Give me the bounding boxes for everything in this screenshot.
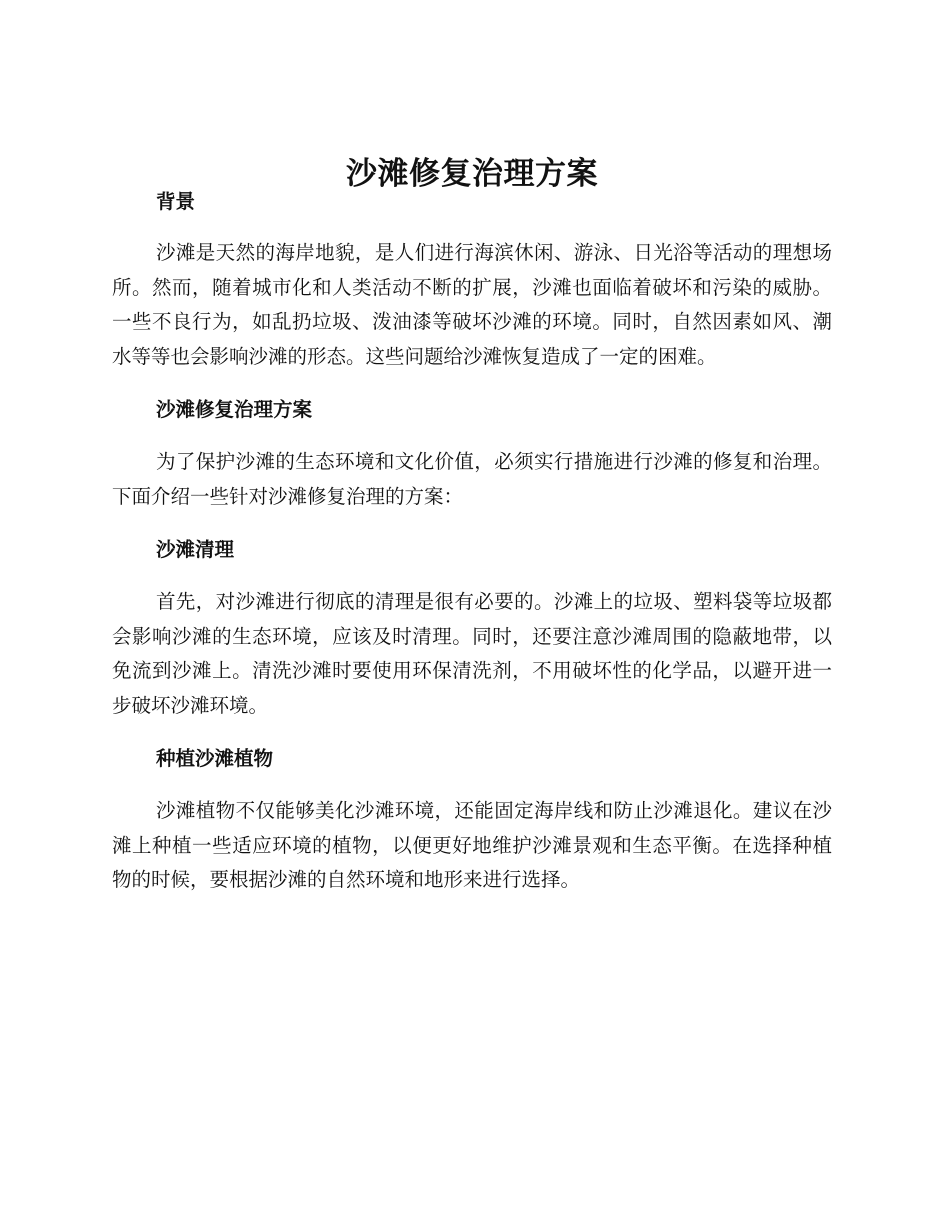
paragraph-restoration-plan: 为了保护沙滩的生态环境和文化价值，必须实行措施进行沙滩的修复和治理。下面介绍一些针对沙滩修复治理的方案： xyxy=(112,450,832,508)
document-page xyxy=(112,148,832,898)
section-heading-background: 背景 xyxy=(156,190,196,213)
paragraph-background: 沙滩是天然的海岸地貌，是人们进行海滨休闲、游泳、日光浴等活动的理想场所。然而，随着城市化和人类活动不断的扩展，沙滩也面临着破坏和污染的威胁。一些不良行为，如乱扔垃圾、泼油漆等破坏沙滩的环境。同时，自然因素如风、潮水等等也会影响沙滩的形态。这些问题给沙滩恢复造成了一定的困难。 xyxy=(112,241,832,368)
document-title: 沙滩修复治理方案 xyxy=(346,156,598,192)
paragraph-beach-planting: 沙滩植物不仅能够美化沙滩环境，还能固定海岸线和防止沙滩退化。建议在沙滩上种植一些适应环境的植物，以便更好地维护沙滩景观和生态平衡。在选择种植物的时候，要根据沙滩的自然环境和地形来进行选择。 xyxy=(112,799,832,891)
paragraph-beach-cleaning: 首先，对沙滩进行彻底的清理是很有必要的。沙滩上的垃圾、塑料袋等垃圾都会影响沙滩的生态环境，应该及时清理。同时，还要注意沙滩周围的隐蔽地带，以免流到沙滩上。清洗沙滩时要使用环保清洗剂，不用破坏性的化学品，以避开进一步破坏沙滩环境。 xyxy=(112,590,832,717)
section-heading-beach-cleaning: 沙滩清理 xyxy=(156,538,235,561)
section-heading-beach-planting: 种植沙滩植物 xyxy=(156,747,274,770)
section-heading-restoration-plan: 沙滩修复治理方案 xyxy=(156,398,313,421)
